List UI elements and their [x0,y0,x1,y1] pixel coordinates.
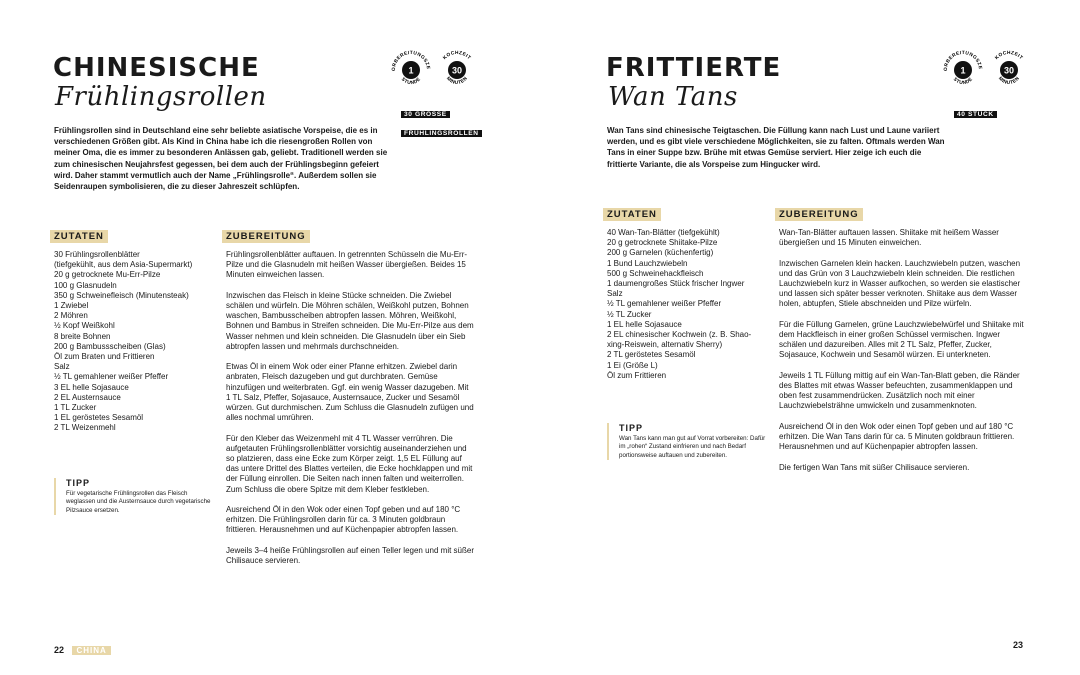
ingredient-item: 2 TL Weizenmehl [54,423,116,433]
left-prep-value: 1 [408,65,414,76]
ingredient-item: (tiefgekühlt, aus dem Asia-Supermarkt) [54,260,193,270]
ingredient-item: Salz [607,289,623,299]
left-yield-line1: 30 GROSSE [401,111,450,118]
ingredient-item: ½ TL gemahlener weißer Pfeffer [54,372,169,382]
left-tip-box [54,478,214,515]
ingredient-item: ½ Kopf Weißkohl [54,321,115,331]
step-paragraph: Etwas Öl in einem Wok oder einer Pfanne erhitzen. Zwiebel darin anbraten, Fleisch dazugeben und gut durchbraten. Gemüse hinzufügen und weiterbraten. Ggf. ein wenig Wasser dazugeben. Mit 1 TL Salz, Pfeffer, Sojasauce, Austernsauce, Zucker und Sesamöl würzen. Gut durchmischen. Zum Schluss die Glasnudeln zufügen und alles nochmal umrühren. [226,362,474,423]
step-paragraph: Jeweils 1 TL Füllung mittig auf ein Wan-Tan-Blatt geben, die Ränder des Blattes mit etwas Wasser befeuchten, zusammenklappen und oben fest zusammendrücken. Zusätzlich noch mit einer Lauchzwiebelsträhne umwickeln und zusammenknoten. [779,370,1020,411]
left-time-stamps [390,44,490,102]
right-prep-unit: STUNDE [951,77,975,87]
left-tip-text: Für vegetarische Frühlingsrollen das Fleisch weglassen und die Austernsauce durch vegetarische Pilzsauce ersetzen. [66,490,211,514]
right-recipe-subtitle: Wan Tans [608,82,738,112]
step-paragraph: Wan-Tan-Blätter auftauen lassen. Shiitake mit heißem Wasser übergießen und 15 Minuten einweichen. [779,228,999,248]
ingredient-item: 20 g getrocknete Shiitake-Pilze [607,238,718,248]
right-intro: Wan Tans sind chinesische Teigtaschen. Die Füllung kann nach Lust und Laune variiert werden, und es gibt viele verschiedene Möglichkeiten, sie zu falten. Oftmals werden Wan Tans in einer Suppe bzw. Brühe mit etwas Gemüse serviert. Hier zeige ich euch die frittierte Variante, die als Vorspeise zum Hingucker wird. [607,126,945,169]
ingredient-item: 2 EL Austernsauce [54,392,121,402]
left-ingredients-heading: ZUTATEN [50,226,108,244]
ingredient-item: Öl zum Frittieren [607,370,667,380]
right-cook-value: 30 [1003,65,1015,76]
ingredient-item: xing-Reiswein, alternativ Sherry) [607,340,723,350]
right-yield-badge: 40 STÜCK [954,103,997,121]
ingredient-item: 500 g Schweinehackfleisch [607,268,704,278]
left-yield-line2: FRÜHLINGSROLLEN [401,130,482,137]
ingredient-item: 2 EL chinesischer Kochwein (z. B. Shao- [607,330,752,340]
right-prep-label: ORBEREITUNGSZE [943,50,983,72]
step-paragraph: Die fertigen Wan Tans mit süßer Chilisauce servieren. [779,462,970,472]
ingredient-item: 200 g Bambussscheiben (Glas) [54,341,166,351]
ingredient-item: 40 Wan-Tan-Blätter (tiefgekühlt) [607,228,720,237]
ingredient-item: Salz [54,362,70,372]
left-tip-heading: TIPP [66,478,91,488]
right-cook-unit: MINUTEN [997,76,1021,87]
ingredient-item: 30 Frühlingsrollenblätter [54,250,140,259]
ingredient-item: ½ TL gemahlener weißer Pfeffer [607,299,722,309]
step-paragraph: Inzwischen Garnelen klein hacken. Lauchzwiebeln putzen, waschen und das Grün von 3 Lauchzwiebeln klein schneiden. Die restlichen Lauchzwiebeln kurz in Wasser aufkochen, so werden sie elastischer und lassen sich später besser verknoten. Shiitake aus dem Wasser holen, abtupfen, Stiele abschneiden und Pilze würfeln. [779,258,1021,309]
ingredient-item: 1 EL helle Sojasauce [607,319,682,329]
right-steps [779,228,1029,483]
ingredient-item: 1 Zwiebel [54,301,89,311]
left-prep-heading: ZUBEREITUNG [222,226,310,244]
step-paragraph: Ausreichend Öl in den Wok oder einen Topf geben und auf 180 °C erhitzen. Die Wan Tans darin für ca. 5 Minuten goldbraun frittieren. Herausnehmen und auf Küchenpapier abtropfen lassen. [779,421,1015,452]
step-paragraph: Inzwischen das Fleisch in kleine Stücke schneiden. Die Zwiebel schälen und würfeln. Die Möhren schälen, Weißkohl putzen, Bohnen waschen, Bambusscheiben abtropfen lassen. Möhren, Weißkohl, Bohnen und Bambus in Streifen schneiden. Die Mu-Err-Pilze aus dem Wasser nehmen und klein schneiden. Die Glasnudeln über ein Sieb abtropfen lassen und mehrmals durchschneiden. [226,290,474,351]
left-prep-label: ORBEREITUNGSZE [391,50,431,72]
left-ingredients-list [54,250,224,434]
right-ingredients-list [607,228,772,381]
step-paragraph: Für den Kleber das Weizenmehl mit 4 TL Wasser verrühren. Die aufgetauten Frühlingsrollenblätter vorsichtig auseinanderziehen und so platzieren, dass eine Ecke zum Körper zeigt. 1,5 EL Füllung auf das untere Drittel des Blattes verteilen, die Ecke hochklappen und mit der Füllung einrollen. Die Seiten nach innen falten und weiterrollen. Zum Schluss die obere Spitze mit dem Kleber festkleben. [226,433,473,494]
right-tip-heading: TIPP [619,423,644,433]
right-page-number: 23 [1013,640,1024,650]
right-ingredients-heading: ZUTATEN [603,204,661,222]
ingredient-item: 1 TL Zucker [54,403,97,413]
right-recipe-title: FRITTIERTE [606,53,782,83]
chapter-label: CHINA [72,646,110,655]
ingredient-item: 1 daumengroßes Stück frischer Ingwer [607,279,745,289]
ingredient-item: 200 g Garnelen (küchenfertig) [607,248,714,258]
ingredient-item: 100 g Glasnudeln [54,280,117,290]
ingredient-item: 1 Ei (Größe L) [607,360,658,370]
left-cook-unit: MINUTEN [445,76,469,87]
ingredient-item: Öl zum Braten und Frittieren [54,352,155,362]
right-tip-text: Wan Tans kann man gut auf Vorrat vorbereiten: Dafür im „rohen“ Zustand einfrieren und nach Bedarf portionsweise auftauen und zubereiten. [619,435,766,459]
ingredient-item: 1 EL geröstetes Sesamöl [54,413,144,423]
ingredient-item: 20 g getrocknete Mu-Err-Pilze [54,270,161,280]
left-cook-value: 30 [451,65,463,76]
ingredient-item: 1 Bund Lauchzwiebeln [607,258,688,268]
ingredient-item: 8 breite Bohnen [54,331,111,341]
left-prep-unit: STUNDE [399,77,423,87]
step-paragraph: Frühlingsrollenblätter auftauen. In getrennten Schüsseln die Mu-Err-Pilze und die Glasnudeln mit heißen Wasser übergießen. Beides 15 Minuten einweichen lassen. [226,250,468,280]
left-footer [54,640,111,658]
ingredient-item: 2 Möhren [54,311,88,321]
left-recipe-subtitle: Frühlingsrollen [55,82,267,112]
step-paragraph: Ausreichend Öl in den Wok oder einen Topf geben und auf 180 °C erhitzen. Die Frühlingsrollen darin für ca. 3 Minuten goldbraun frittieren. Herausnehmen und auf Küchenpapier abtropfen lassen. [226,505,461,535]
right-time-stamps [942,44,1042,102]
right-cook-label: KOCHZEIT [994,50,1024,62]
ingredient-item: 2 TL geröstetes Sesamöl [607,350,696,360]
left-recipe-title: CHINESISCHE [53,53,260,83]
ingredient-item: 3 EL helle Sojasauce [54,382,129,392]
right-prep-value: 1 [960,65,966,76]
left-page-number: 22 [54,645,65,655]
ingredient-item: ½ TL Zucker [607,309,652,319]
step-paragraph: Für die Füllung Garnelen, grüne Lauchzwiebelwürfel und Shiitake mit dem Hackfleisch in einer großen Schüssel vermischen. Ingwer schälen und dazureiben. Alles mit 2 TL Salz, Pfeffer, Zucker, Sojasauce, Kochwein und Sesamöl würzen. Ei unterkneten. [779,319,1024,360]
left-cook-label: KOCHZEIT [442,50,472,62]
left-steps [226,250,474,576]
right-prep-heading: ZUBEREITUNG [775,204,863,222]
ingredient-item: 350 g Schweinefleisch (Minutensteak) [54,290,189,300]
left-intro: Frühlingsrollen sind in Deutschland eine sehr beliebte asiatische Vorspeise, die es in verschiedenen Größen gibt. Als Kind in China habe ich die riesengroßen Rollen von meiner Oma, die es immer zu besonderen Anlässen gab, geliebt. Traditionell werden sie zum chinesischen Neujahrsfest gegessen, bei dem auch der Frühlingsbeginn gefeiert wird. Daher stammt vermutlich auch der Name „Frühlingsrolle“. Außerdem sollen sie Seidenraupen symbolisieren, die zu dieser Jahreszeit schlüpfen. [54,126,388,192]
right-tip-box [607,423,769,460]
step-paragraph: Jeweils 3–4 heiße Frühlingsrollen auf einen Teller legen und mit süßer Chilisauce servieren. [226,545,474,566]
left-yield-badge [401,103,482,140]
